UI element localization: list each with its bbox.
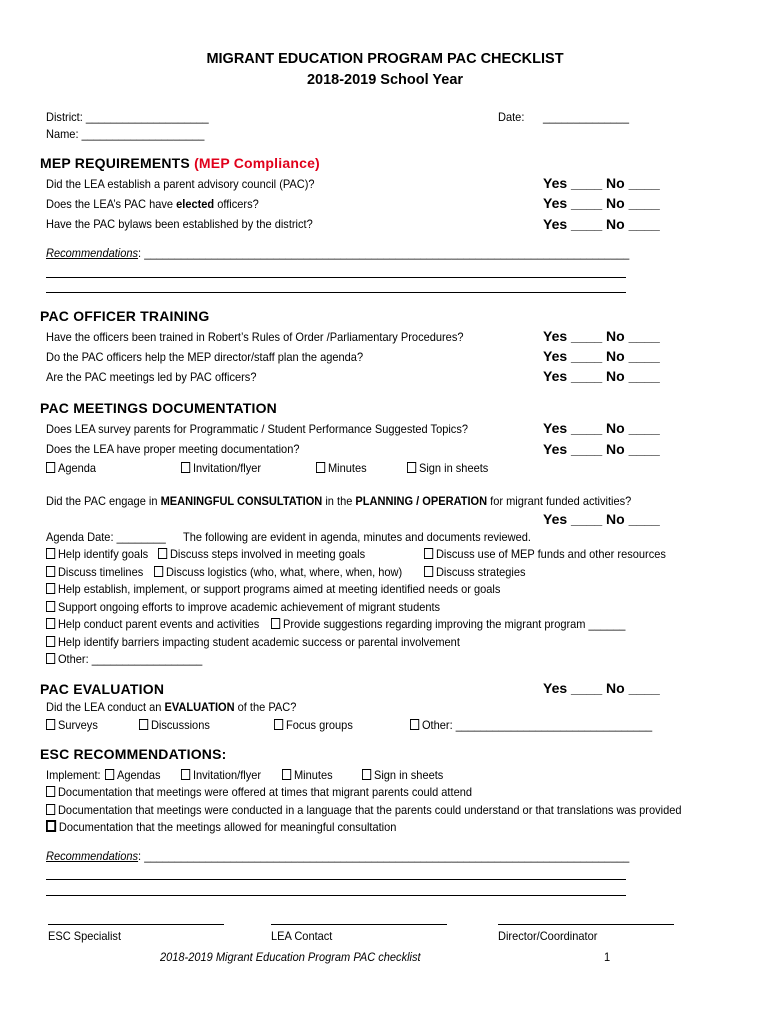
checkbox-agenda[interactable] [46,461,96,475]
date-field[interactable]: ______________ [543,110,629,124]
checkbox-icon [271,618,280,629]
checkbox-icon [181,769,190,780]
recommendations-label: Recommendations [46,246,139,260]
checkbox-label: Provide suggestions regarding improving the migrant program ______ [282,617,626,631]
consultation-question [46,494,631,508]
checkbox-minutes[interactable] [316,461,367,475]
checkbox-icon [154,566,163,577]
eval-b: EVALUATION [164,700,235,714]
lea-contact-label: LEA Contact [271,929,333,943]
signature-line-lea[interactable] [271,924,447,925]
checkbox-icon [46,583,55,594]
checkbox-label: Discuss timelines [57,565,144,579]
mep-question-1: Did the LEA establish a parent advisory council (PAC)? [46,177,315,191]
cons-b: MEANINGFUL CONSULTATION [160,494,323,508]
checkbox-label: Minutes [327,461,367,475]
checkbox-icon [105,769,114,780]
checkbox-label: Agendas [116,768,161,782]
director-coordinator-label: Director/Coordinator [498,929,598,943]
evaluation-question [46,700,296,714]
checkbox-label: Documentation that meetings were offered at times that migrant parents could attend [57,785,472,799]
cb-doc-consultation[interactable] [46,820,396,834]
checkbox-label: Agenda [57,461,97,475]
checkbox-label: Help conduct parent events and activities [57,617,260,631]
checkbox-label: Other: __________________ [57,652,203,666]
q2-text-c: officers? [214,197,259,211]
checkbox-icon [46,804,55,815]
rec-line-3[interactable] [46,292,626,293]
checkbox-label: Minutes [293,768,333,782]
checkbox-icon [46,566,55,577]
yes-no-2[interactable]: Yes ____ No ____ [543,195,660,211]
checkbox-icon [407,462,416,473]
cb-agendas[interactable] [105,768,161,782]
checkbox-label: Discuss steps involved in meeting goals [169,547,366,561]
implement-label: Implement: [46,768,101,782]
checkbox-invitation[interactable] [181,461,261,475]
checkbox-icon [46,618,55,629]
checkbox-label: Help identify barriers impacting student academic success or parental involvement [57,635,460,649]
mep-question-3: Have the PAC bylaws been established by the district? [46,217,313,231]
officer-training-heading: PAC OFFICER TRAINING [40,308,210,324]
cb-support-efforts[interactable] [46,600,440,614]
checkbox-icon [274,719,283,730]
checkbox-icon [46,462,55,473]
cb-esc-minutes[interactable] [282,768,333,782]
checkbox-icon [362,769,371,780]
cb-help-conduct-events[interactable] [46,617,259,631]
esc-rec-line-2[interactable] [46,879,626,880]
mep-question-2 [46,197,259,211]
cb-provide-suggestions[interactable] [271,617,625,631]
checkbox-label: Discuss use of MEP funds and other resources [435,547,666,561]
document-title: MIGRANT EDUCATION PROGRAM PAC CHECKLIST [206,51,564,67]
page-number: 1 [604,950,611,964]
eval-a: Did the LEA conduct an [46,700,165,714]
checkbox-label: Documentation that the meetings allowed for meaningful consultation [58,820,397,834]
esc-specialist-label: ESC Specialist [48,929,122,943]
cb-identify-barriers[interactable] [46,635,460,649]
checkbox-icon [158,548,167,559]
checkbox-label: Surveys [57,718,98,732]
cb-doc-language[interactable] [46,803,682,817]
mep-compliance-label: (MEP Compliance) [194,155,320,171]
checkbox-icon [46,653,55,664]
cb-focus-groups[interactable] [274,718,353,732]
cb-doc-times[interactable] [46,785,472,799]
checkbox-label: Focus groups [285,718,353,732]
checkbox-label: Invitation/flyer [192,461,262,475]
training-question-1: Have the officers been trained in Robert’s Rules of Order /Parliamentary Procedures? [46,330,464,344]
rec-line-2[interactable] [46,277,626,278]
checkbox-icon [46,601,55,612]
cb-esc-sign-in[interactable] [362,768,443,782]
checkbox-label: Other: ________________________________ [421,718,653,732]
mep-heading-text: MEP REQUIREMENTS [40,155,195,171]
evaluation-heading: PAC EVALUATION [40,681,165,697]
yes-no-7[interactable]: Yes ____ No ____ [543,420,660,436]
cb-discuss-steps[interactable] [158,547,365,561]
checkbox-icon [181,462,190,473]
signature-line-esc[interactable] [48,924,224,925]
esc-recommendations[interactable] [46,849,629,863]
meetings-documentation-heading: PAC MEETINGS DOCUMENTATION [40,400,277,416]
cb-eval-other[interactable] [410,718,652,732]
cb-discuss-strategies[interactable] [424,565,526,579]
cb-surveys[interactable] [46,718,98,732]
checkbox-label: Invitation/flyer [192,768,262,782]
yes-no-6[interactable]: Yes ____ No ____ [543,368,660,384]
checkbox-sign-in[interactable] [407,461,488,475]
name-line: : ____________________ [75,127,205,141]
footer-text: 2018-2019 Migrant Education Program PAC checklist [160,950,421,964]
yes-no-1[interactable]: Yes ____ No ____ [543,175,660,191]
cons-d: PLANNING / OPERATION [355,494,488,508]
mep-requirements-heading [40,155,320,171]
training-question-3: Are the PAC meetings led by PAC officers? [46,370,257,384]
yes-no-4[interactable]: Yes ____ No ____ [543,328,660,344]
recommendations-line: : _______________________________________________________________________________ [138,246,630,260]
checkbox-icon [46,786,55,797]
esc-rec-line-3[interactable] [46,895,626,896]
checkbox-label: Discussions [150,718,210,732]
checkbox-icon [46,820,56,832]
checkbox-icon [139,719,148,730]
mep-recommendations[interactable] [46,246,629,260]
evident-note: The following are evident in agenda, minutes and documents reviewed. [183,530,531,544]
agenda-date-field[interactable]: Agenda Date: ________ [46,530,166,544]
yes-no-10[interactable]: Yes ____ No ____ [543,680,660,696]
district-field[interactable]: District: ____________________ [46,110,209,124]
school-year: 2018-2019 School Year [306,72,464,88]
cb-discuss-mep-funds[interactable] [424,547,666,561]
checkbox-icon [424,548,433,559]
q2-elected: elected [176,197,215,211]
yes-no-8[interactable]: Yes ____ No ____ [543,441,660,457]
cons-e: for migrant funded activities? [487,494,632,508]
checkbox-label: Discuss strategies [435,565,526,579]
cb-help-establish[interactable] [46,582,500,596]
recommendations-label: Recommendations [46,849,139,863]
checkbox-icon [316,462,325,473]
checkbox-label: Sign in sheets [418,461,489,475]
cb-discussions[interactable] [139,718,210,732]
checkbox-icon [46,636,55,647]
cb-discuss-logistics[interactable] [154,565,402,579]
esc-recommendations-heading: ESC RECOMMENDATIONS: [40,746,227,762]
meetings-question-1: Does LEA survey parents for Programmatic / Student Performance Suggested Topics? [46,422,468,436]
cb-other[interactable] [46,652,202,666]
checkbox-label: Help establish, implement, or support programs aimed at meeting identified needs or goals [57,582,501,596]
name-field[interactable] [46,127,204,141]
cons-c: in the [322,494,356,508]
recommendations-line: : _______________________________________________________________________________ [138,849,630,863]
cons-a: Did the PAC engage in [46,494,161,508]
yes-no-9[interactable]: Yes ____ No ____ [543,511,660,527]
training-question-2: Do the PAC officers help the MEP director/staff plan the agenda? [46,350,364,364]
yes-no-3[interactable]: Yes ____ No ____ [543,216,660,232]
checkbox-icon [46,548,55,559]
q2-text-a: Does the LEA’s PAC have [46,197,177,211]
meetings-question-2: Does the LEA have proper meeting documentation? [46,442,300,456]
checkbox-label: Discuss logistics (who, what, where, when, how) [165,565,403,579]
checkbox-icon [282,769,291,780]
checkbox-icon [410,719,419,730]
checkbox-label: Support ongoing efforts to improve academic achievement of migrant students [57,600,441,614]
checkbox-label: Sign in sheets [373,768,444,782]
checkbox-icon [424,566,433,577]
name-label: Name [46,127,76,141]
yes-no-5[interactable]: Yes ____ No ____ [543,348,660,364]
checkbox-label: Documentation that meetings were conducted in a language that the parents could understand or that translations was provided [57,803,682,817]
eval-c: of the PAC? [234,700,297,714]
signature-line-director[interactable] [498,924,674,925]
date-label: Date: [498,110,525,124]
checkbox-icon [46,719,55,730]
cb-discuss-timelines[interactable] [46,565,143,579]
checkbox-label: Help identify goals [57,547,149,561]
cb-help-identify-goals[interactable] [46,547,148,561]
cb-esc-invitation[interactable] [181,768,261,782]
